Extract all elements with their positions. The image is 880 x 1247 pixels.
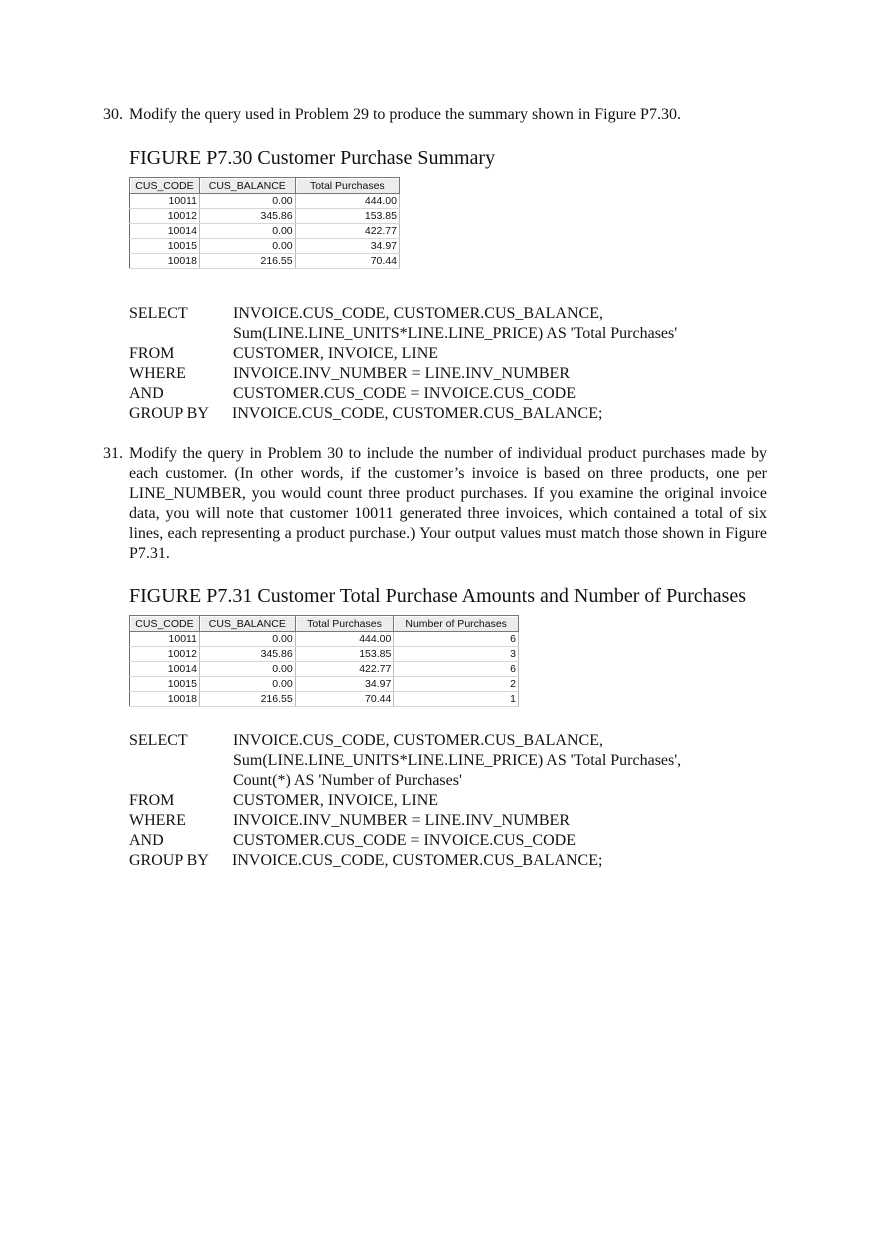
table-row <box>130 692 519 707</box>
problem-30-text: Modify the query used in Problem 29 to produce the summary shown in Figure P7.30. <box>129 106 681 123</box>
table-row <box>130 209 400 224</box>
table-header-row <box>130 178 400 194</box>
table-cell: 0.00 <box>199 224 295 239</box>
table-row <box>130 647 519 662</box>
table-cell: 6 <box>394 632 519 647</box>
table-cell: 10018 <box>130 254 200 269</box>
sql-keyword-where: WHERE <box>129 365 186 382</box>
table-cell: 10015 <box>130 677 200 692</box>
sql-keyword-group-by: GROUP BY <box>129 405 209 422</box>
sql-keyword-from: FROM <box>129 345 175 362</box>
table-cell: 216.55 <box>199 254 295 269</box>
table-cell: 1 <box>394 692 519 707</box>
problem-31-text: Modify the query in Problem 30 to include the number of individual product purchases made by each customer. (In other words, if the customer’s invoice is based on three products, one per LINE_NUMBER, you would count three product purchases. If you examine the original invoice data, you will note that customer 10011 generated three invoices, which contained a total of six lines, each representing a product purchase.) Your output values must match those shown in Figure P7.31. <box>129 445 767 562</box>
column-header: CUS_CODE <box>130 616 200 632</box>
figure-31-title: FIGURE P7.31 Customer Total Purchase Amounts and Number of Purchases <box>129 585 747 607</box>
table-cell: 422.77 <box>295 662 394 677</box>
table-row <box>130 194 400 209</box>
sql-keyword-select: SELECT <box>129 305 188 322</box>
sql-keyword-select: SELECT <box>129 732 188 749</box>
table-cell: 10015 <box>130 239 200 254</box>
table-cell: 216.55 <box>199 692 295 707</box>
column-header: CUS_BALANCE <box>199 616 295 632</box>
sql-where-body: INVOICE.INV_NUMBER = LINE.INV_NUMBER <box>233 812 570 829</box>
table-cell: 345.86 <box>199 647 295 662</box>
table-cell: 444.00 <box>295 632 394 647</box>
table-row <box>130 677 519 692</box>
sql-keyword-and: AND <box>129 832 164 849</box>
table-cell: 6 <box>394 662 519 677</box>
sql-group-by-body: INVOICE.CUS_CODE, CUSTOMER.CUS_BALANCE; <box>232 405 603 422</box>
table-cell: 422.77 <box>295 224 399 239</box>
problem-31 <box>103 444 767 564</box>
table-header-row <box>130 616 519 632</box>
sql-keyword-group-by: GROUP BY <box>129 852 209 869</box>
sql-select-line-3: Count(*) AS 'Number of Purchases' <box>233 772 462 789</box>
column-header: CUS_CODE <box>130 178 200 194</box>
sql-from-body: CUSTOMER, INVOICE, LINE <box>233 345 439 362</box>
table-cell: 0.00 <box>199 662 295 677</box>
table-cell: 2 <box>394 677 519 692</box>
table-cell: 34.97 <box>295 239 399 254</box>
table-cell: 444.00 <box>295 194 399 209</box>
table-row <box>130 632 519 647</box>
table-cell: 3 <box>394 647 519 662</box>
table-cell: 0.00 <box>199 194 295 209</box>
sql-group-by-body: INVOICE.CUS_CODE, CUSTOMER.CUS_BALANCE; <box>232 852 603 869</box>
figure-30-title: FIGURE P7.30 Customer Purchase Summary <box>129 147 496 169</box>
table-row <box>130 254 400 269</box>
column-header: Number of Purchases <box>394 616 519 632</box>
sql-select-line-1: INVOICE.CUS_CODE, CUSTOMER.CUS_BALANCE, <box>233 732 603 749</box>
table-cell: 10018 <box>130 692 200 707</box>
table-cell: 34.97 <box>295 677 394 692</box>
sql-keyword-where: WHERE <box>129 812 186 829</box>
table-cell: 70.44 <box>295 254 399 269</box>
problem-30-number: 30. <box>103 106 123 123</box>
table-cell: 10012 <box>130 647 200 662</box>
table-row <box>130 224 400 239</box>
table-cell: 10012 <box>130 209 200 224</box>
column-header: Total Purchases <box>295 616 394 632</box>
table-row <box>130 662 519 677</box>
table-cell: 10014 <box>130 224 200 239</box>
table-cell: 10014 <box>130 662 200 677</box>
sql-and-body: CUSTOMER.CUS_CODE = INVOICE.CUS_CODE <box>233 832 576 849</box>
sql-where-body: INVOICE.INV_NUMBER = LINE.INV_NUMBER <box>233 365 570 382</box>
sql-keyword-and: AND <box>129 385 164 402</box>
column-header: Total Purchases <box>295 178 399 194</box>
column-header: CUS_BALANCE <box>199 178 295 194</box>
problem-30 <box>103 105 773 125</box>
table-row <box>130 239 400 254</box>
table-cell: 0.00 <box>199 677 295 692</box>
table-cell: 70.44 <box>295 692 394 707</box>
figure-31-table <box>129 615 519 707</box>
figure-30-table <box>129 177 400 269</box>
sql-select-line-1: INVOICE.CUS_CODE, CUSTOMER.CUS_BALANCE, <box>233 305 603 322</box>
table-cell: 10011 <box>130 632 200 647</box>
table-cell: 345.86 <box>199 209 295 224</box>
table-cell: 0.00 <box>199 239 295 254</box>
table-cell: 10011 <box>130 194 200 209</box>
sql-keyword-from: FROM <box>129 792 175 809</box>
sql-select-line-2: Sum(LINE.LINE_UNITS*LINE.LINE_PRICE) AS 'Total Purchases' <box>233 325 678 342</box>
sql-and-body: CUSTOMER.CUS_CODE = INVOICE.CUS_CODE <box>233 385 576 402</box>
table-cell: 0.00 <box>199 632 295 647</box>
table-cell: 153.85 <box>295 647 394 662</box>
problem-31-number: 31. <box>103 445 123 462</box>
sql-select-line-2: Sum(LINE.LINE_UNITS*LINE.LINE_PRICE) AS 'Total Purchases', <box>233 752 682 769</box>
table-cell: 153.85 <box>295 209 399 224</box>
sql-from-body: CUSTOMER, INVOICE, LINE <box>233 792 439 809</box>
